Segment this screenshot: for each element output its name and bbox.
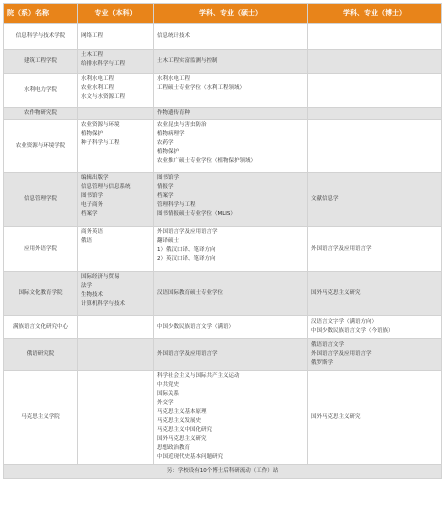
bachelor-program-item: 俄语 xyxy=(81,238,93,244)
master-cell xyxy=(154,74,308,108)
doctor-cell xyxy=(308,24,442,50)
bachelor-cell xyxy=(78,108,154,120)
bachelor-cell xyxy=(78,24,154,50)
bachelor-cell xyxy=(78,272,154,316)
master-program-item: 土木工程实富监测与控制 xyxy=(157,58,218,64)
department-cell: 农业资源与环境学院 xyxy=(4,120,78,173)
bachelor-program-item: 档案学 xyxy=(81,211,98,217)
doctor-cell xyxy=(308,272,442,316)
master-program-item: 信息统计技术 xyxy=(157,33,191,39)
table-row xyxy=(4,227,442,272)
department-cell: 信息管理学院 xyxy=(4,173,78,227)
bachelor-program-item: 网络工程 xyxy=(81,33,104,39)
table-row xyxy=(4,24,442,50)
bachelor-cell xyxy=(78,74,154,108)
doctor-cell xyxy=(308,50,442,74)
bachelor-program-item: 农业水利工程 xyxy=(81,85,115,91)
master-program-item: 农业昆虫与害虫防治 xyxy=(157,122,207,128)
doctor-cell xyxy=(308,227,442,272)
department-cell: 水利电力学院 xyxy=(4,74,78,108)
bachelor-program-item: 国际经济与贸易 xyxy=(81,274,120,280)
table-row xyxy=(4,173,442,227)
doctor-cell xyxy=(308,173,442,227)
master-program-item: 植物病理学 xyxy=(157,131,185,137)
header-bachelor: 专业（本科） xyxy=(78,4,154,24)
department-cell: 国际文化教育学院 xyxy=(4,272,78,316)
master-program-item: 国外马克思主义研究 xyxy=(157,436,207,442)
master-program-item: 国际关系 xyxy=(157,391,180,397)
bachelor-program-item: 商务英语 xyxy=(81,229,104,235)
master-program-item: 情报学 xyxy=(157,184,174,190)
bachelor-program-item: 水利水电工程 xyxy=(81,76,115,82)
master-cell xyxy=(154,272,308,316)
programs-table xyxy=(3,3,442,479)
doctor-program-item: 外国语言学及应用语言学 xyxy=(311,351,372,357)
header-doctor: 学科、专业（博士） xyxy=(308,4,442,24)
bachelor-program-item: 水文与水资源工程 xyxy=(81,94,126,100)
bachelor-program-item: 农业资源与环境 xyxy=(81,122,120,128)
master-program-item: 马克思主义基本原理 xyxy=(157,409,207,415)
master-program-item: 中国近现代史基本问题研究 xyxy=(157,454,224,460)
table-row xyxy=(4,339,442,371)
table-row xyxy=(4,371,442,465)
master-cell xyxy=(154,120,308,173)
doctor-program-item: 俄语语言文学 xyxy=(311,342,345,348)
bachelor-cell xyxy=(78,227,154,272)
doctor-cell xyxy=(308,120,442,173)
master-cell xyxy=(154,316,308,339)
master-cell xyxy=(154,50,308,74)
doctor-program-item: 俄罗斯学 xyxy=(311,360,334,366)
master-program-item: 翻译硕士 xyxy=(157,238,180,244)
header-department: 院（系）名称 xyxy=(4,4,78,24)
department-cell: 建筑工程学院 xyxy=(4,50,78,74)
master-cell xyxy=(154,173,308,227)
master-program-item: 科学社会主义与国际共产主义运动 xyxy=(157,373,240,379)
master-program-item: 农业推广硕士专业学位（植物保护领域） xyxy=(157,158,257,164)
bachelor-program-item: 编辑出版学 xyxy=(81,175,109,181)
table-row xyxy=(4,50,442,74)
doctor-cell xyxy=(308,108,442,120)
master-program-item: 1）俄汉口译、笔译方向 xyxy=(157,247,216,253)
bachelor-cell xyxy=(78,339,154,371)
table-row xyxy=(4,74,442,108)
master-program-item: 中国少数民族语言文学（满语） xyxy=(157,323,235,330)
bachelor-cell xyxy=(78,316,154,339)
master-program-item: 水利水电工程 xyxy=(157,76,191,82)
department-cell: 农作物研究院 xyxy=(4,108,78,120)
bachelor-cell xyxy=(78,50,154,74)
doctor-program-item: 外国语言学及应用语言学 xyxy=(311,245,372,252)
bachelor-program-item: 植物保护 xyxy=(81,131,104,137)
master-program-item: 中共党史 xyxy=(157,382,180,388)
master-program-item: 图书情报硕士专业学位（MLIS） xyxy=(157,211,236,217)
table-header-row xyxy=(4,4,442,24)
master-cell xyxy=(154,24,308,50)
master-cell xyxy=(154,108,308,120)
bachelor-program-item: 种子科学与工程 xyxy=(81,140,120,146)
table-note-row xyxy=(4,465,442,479)
master-program-item: 外国语言学及应用语言学 xyxy=(157,351,218,357)
master-program-item: 马克思主义中国化研究 xyxy=(157,427,213,433)
doctor-cell xyxy=(308,339,442,371)
doctor-program-item: 国外马克思主义研究 xyxy=(311,290,361,296)
doctor-cell xyxy=(308,371,442,465)
master-cell xyxy=(154,227,308,272)
header-master: 学科、专业（硕士） xyxy=(154,4,308,24)
doctor-program-item: 文献信息学 xyxy=(311,196,339,202)
programs-table-wrapper xyxy=(3,3,441,479)
bachelor-program-item: 给排水科学与工程 xyxy=(81,61,126,67)
bachelor-cell xyxy=(78,371,154,465)
master-program-item: 工程硕士专业学位（水利工程领域） xyxy=(157,85,246,91)
bachelor-program-item: 信息管理与信息系统 xyxy=(81,184,131,190)
master-program-item: 作物遗传育种 xyxy=(157,110,191,116)
bachelor-program-item: 图书馆学 xyxy=(81,193,104,199)
master-program-item: 植物保护 xyxy=(157,149,180,155)
department-cell: 应用外语学院 xyxy=(4,227,78,272)
bachelor-cell xyxy=(78,173,154,227)
bachelor-program-item: 土木工程 xyxy=(81,52,104,58)
department-cell: 马克思主义学院 xyxy=(4,371,78,465)
table-row xyxy=(4,120,442,173)
master-cell xyxy=(154,371,308,465)
doctor-cell xyxy=(308,316,442,339)
doctor-program-item: 汉语言文字学（满语方向） xyxy=(311,319,378,325)
bachelor-cell xyxy=(78,120,154,173)
table-row xyxy=(4,316,442,339)
master-program-item: 农药学 xyxy=(157,140,174,146)
bachelor-program-item: 生物技术 xyxy=(81,292,104,298)
table-body xyxy=(4,24,442,465)
department-cell: 俄语研究院 xyxy=(4,339,78,371)
bachelor-program-item: 法学 xyxy=(81,283,93,289)
master-program-item: 档案学 xyxy=(157,193,174,199)
master-cell xyxy=(154,339,308,371)
master-program-item: 2）英汉口译、笔译方向 xyxy=(157,256,216,262)
master-program-item: 外国语言学及应用语言学 xyxy=(157,229,218,235)
master-program-item: 外交学 xyxy=(157,400,174,406)
department-cell: 满族语言文化研究中心 xyxy=(4,316,78,339)
doctor-program-item: 中国少数民族语言文学（今语族） xyxy=(311,328,394,334)
table-row xyxy=(4,108,442,120)
doctor-program-item: 国外马克思主义研究 xyxy=(311,414,361,420)
department-cell: 信息科学与技术学院 xyxy=(4,24,78,50)
bachelor-program-item: 计算机科学与技术 xyxy=(81,301,126,307)
master-program-item: 图书馆学 xyxy=(157,175,180,181)
table-note: 另：学校设有10个博士后科研流动（工作）站 xyxy=(4,465,442,479)
bachelor-program-item: 电子商务 xyxy=(81,202,104,208)
master-program-item: 思想政治教育 xyxy=(157,445,191,451)
master-program-item: 马克思主义发展史 xyxy=(157,418,202,424)
master-program-item: 汉语国际教育硕士专业学位 xyxy=(157,290,224,296)
table-row xyxy=(4,272,442,316)
doctor-cell xyxy=(308,74,442,108)
master-program-item: 管理科学与工程 xyxy=(157,202,196,208)
